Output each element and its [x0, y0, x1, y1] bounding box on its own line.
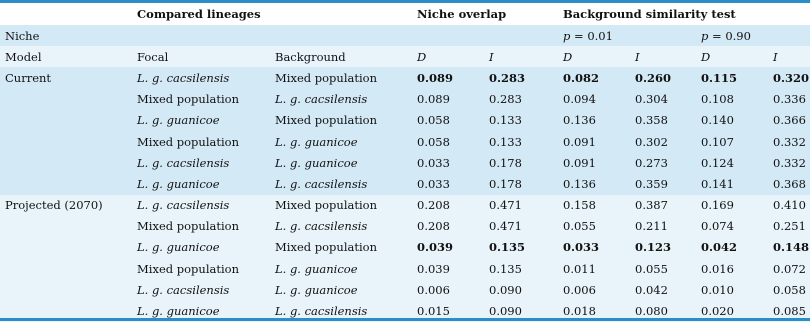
background-cell: Mixed population: [270, 195, 412, 216]
col-i1: I: [484, 46, 558, 67]
table-row: [0, 173, 810, 194]
results-table: [0, 3, 810, 322]
value-cell: 0.055: [630, 258, 696, 279]
niche-label: Niche: [0, 25, 132, 46]
value-cell: 0.090: [484, 300, 558, 321]
value-cell: 0.158: [558, 195, 630, 216]
value-cell: 0.010: [696, 279, 768, 300]
value-cell: 0.089: [412, 67, 484, 88]
header-niche-overlap: Niche overlap: [412, 3, 558, 25]
value-cell: 0.011: [558, 258, 630, 279]
model-name: Current: [0, 67, 132, 88]
table-row: [0, 258, 810, 279]
col-i3: I: [768, 46, 810, 67]
focal-cell: L. g. guanicoe: [132, 300, 270, 321]
value-cell: 0.133: [484, 110, 558, 131]
focal-cell: L. g. guanicoe: [132, 173, 270, 194]
value-cell: 0.136: [558, 173, 630, 194]
value-cell: 0.304: [630, 89, 696, 110]
table-row: [0, 67, 810, 88]
value-cell: 0.136: [558, 110, 630, 131]
value-cell: 0.410: [768, 195, 810, 216]
value-cell: 0.074: [696, 216, 768, 237]
table-row: [0, 152, 810, 173]
value-cell: 0.042: [630, 279, 696, 300]
background-cell: Mixed population: [270, 237, 412, 258]
value-cell: 0.042: [696, 237, 768, 258]
table-row: [0, 89, 810, 110]
value-cell: 0.471: [484, 195, 558, 216]
value-cell: 0.089: [412, 89, 484, 110]
value-cell: 0.091: [558, 152, 630, 173]
focal-cell: L. g. cacsilensis: [132, 67, 270, 88]
value-cell: 0.091: [558, 131, 630, 152]
background-cell: Mixed population: [270, 67, 412, 88]
value-cell: 0.332: [768, 152, 810, 173]
value-cell: 0.211: [630, 216, 696, 237]
value-cell: 0.387: [630, 195, 696, 216]
focal-label: Focal: [132, 46, 270, 67]
focal-cell: Mixed population: [132, 131, 270, 152]
value-cell: 0.006: [558, 279, 630, 300]
background-cell: L. g. cacsilensis: [270, 216, 412, 237]
value-cell: 0.302: [630, 131, 696, 152]
value-cell: 0.332: [768, 131, 810, 152]
value-cell: 0.135: [484, 237, 558, 258]
value-cell: 0.090: [484, 279, 558, 300]
background-cell: L. g. cacsilensis: [270, 173, 412, 194]
background-cell: Mixed population: [270, 110, 412, 131]
p-value-090: p = 0.90: [696, 25, 810, 46]
table-row: [0, 110, 810, 131]
value-cell: 0.208: [412, 195, 484, 216]
value-cell: 0.283: [484, 89, 558, 110]
col-d2: D: [558, 46, 630, 67]
value-cell: 0.178: [484, 173, 558, 194]
table-row: [0, 216, 810, 237]
value-cell: 0.015: [412, 300, 484, 321]
value-cell: 0.208: [412, 216, 484, 237]
focal-cell: L. g. guanicoe: [132, 110, 270, 131]
value-cell: 0.320: [768, 67, 810, 88]
bottom-rule: [0, 318, 810, 321]
value-cell: 0.058: [768, 279, 810, 300]
value-cell: 0.033: [412, 152, 484, 173]
table-row: [0, 237, 810, 258]
value-cell: 0.140: [696, 110, 768, 131]
value-cell: 0.108: [696, 89, 768, 110]
table-row: [0, 279, 810, 300]
header-background-similarity: Background similarity test: [558, 3, 810, 25]
background-cell: L. g. guanicoe: [270, 258, 412, 279]
background-label: Background: [270, 46, 412, 67]
focal-cell: Mixed population: [132, 258, 270, 279]
col-d1: D: [412, 46, 484, 67]
value-cell: 0.039: [412, 258, 484, 279]
value-cell: 0.336: [768, 89, 810, 110]
background-cell: L. g. guanicoe: [270, 131, 412, 152]
value-cell: 0.082: [558, 67, 630, 88]
value-cell: 0.115: [696, 67, 768, 88]
focal-cell: L. g. guanicoe: [132, 237, 270, 258]
value-cell: 0.085: [768, 300, 810, 321]
value-cell: 0.251: [768, 216, 810, 237]
value-cell: 0.283: [484, 67, 558, 88]
focal-cell: Mixed population: [132, 89, 270, 110]
value-cell: 0.148: [768, 237, 810, 258]
header-compared-lineages: Compared lineages: [132, 3, 412, 25]
table-row: [0, 195, 810, 216]
value-cell: 0.123: [630, 237, 696, 258]
model-header-row: [0, 46, 810, 67]
value-cell: 0.072: [768, 258, 810, 279]
value-cell: 0.107: [696, 131, 768, 152]
table-row: [0, 131, 810, 152]
model-name: Projected (2070): [0, 195, 132, 216]
value-cell: 0.471: [484, 216, 558, 237]
value-cell: 0.141: [696, 173, 768, 194]
model-label: Model: [0, 46, 132, 67]
background-cell: L. g. guanicoe: [270, 279, 412, 300]
value-cell: 0.033: [558, 237, 630, 258]
niche-row: [0, 25, 810, 46]
value-cell: 0.124: [696, 152, 768, 173]
col-d3: D: [696, 46, 768, 67]
value-cell: 0.006: [412, 279, 484, 300]
data-body: [0, 67, 810, 321]
value-cell: 0.094: [558, 89, 630, 110]
background-cell: L. g. cacsilensis: [270, 89, 412, 110]
header-row: [0, 3, 810, 25]
value-cell: 0.260: [630, 67, 696, 88]
value-cell: 0.368: [768, 173, 810, 194]
value-cell: 0.273: [630, 152, 696, 173]
focal-cell: L. g. cacsilensis: [132, 152, 270, 173]
value-cell: 0.366: [768, 110, 810, 131]
focal-cell: L. g. cacsilensis: [132, 195, 270, 216]
background-cell: L. g. cacsilensis: [270, 300, 412, 321]
focal-cell: L. g. cacsilensis: [132, 279, 270, 300]
value-cell: 0.359: [630, 173, 696, 194]
value-cell: 0.055: [558, 216, 630, 237]
value-cell: 0.178: [484, 152, 558, 173]
value-cell: 0.058: [412, 131, 484, 152]
value-cell: 0.018: [558, 300, 630, 321]
value-cell: 0.033: [412, 173, 484, 194]
value-cell: 0.133: [484, 131, 558, 152]
value-cell: 0.016: [696, 258, 768, 279]
focal-cell: Mixed population: [132, 216, 270, 237]
value-cell: 0.058: [412, 110, 484, 131]
col-i2: I: [630, 46, 696, 67]
value-cell: 0.020: [696, 300, 768, 321]
background-cell: L. g. guanicoe: [270, 152, 412, 173]
value-cell: 0.080: [630, 300, 696, 321]
value-cell: 0.169: [696, 195, 768, 216]
p-value-001: p = 0.01: [558, 25, 696, 46]
value-cell: 0.135: [484, 258, 558, 279]
value-cell: 0.358: [630, 110, 696, 131]
value-cell: 0.039: [412, 237, 484, 258]
